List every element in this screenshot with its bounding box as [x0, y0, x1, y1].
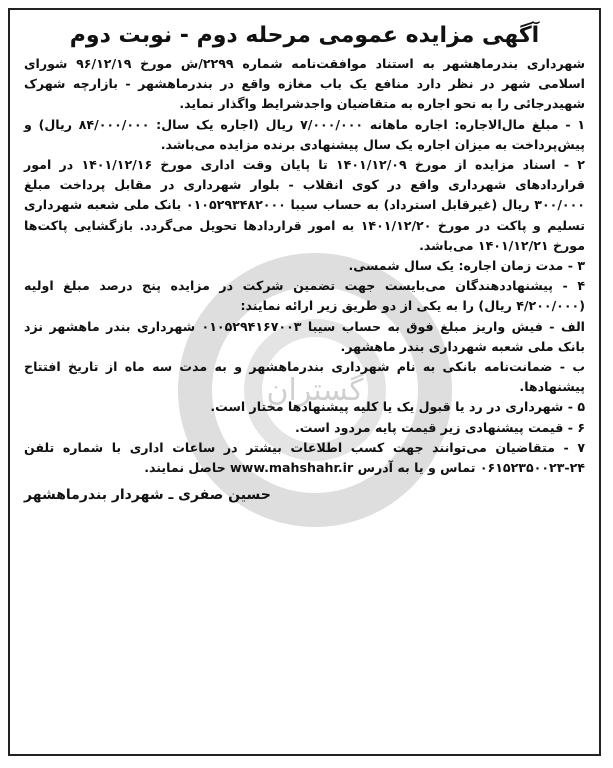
contact-tail: حاصل نمایند. [144, 460, 226, 476]
website-link[interactable]: www.mahshahr.ir [230, 460, 354, 476]
signature-block [24, 484, 585, 506]
notice-content [10, 10, 599, 506]
notice-frame [8, 8, 601, 756]
notice-item-7 [24, 438, 585, 478]
notice-item-4b: ب - ضمانت‌نامه بانکی به نام شهرداری بندرماهشهر و به مدت سه ماه از تاریخ افتتاح پیشنهادها. [24, 359, 585, 395]
notice-item-5: ۵ - شهرداری در رد یا قبول یک یا کلیه پیشنهادها مختار است. [210, 399, 585, 415]
notice-item-4: ۴ - پیشنهاددهندگان می‌بایست جهت تضمین شرکت در مزایده پنج درصد مبلغ اولیه (۴/۲۰۰/۰۰۰ ریال) را به یکی از دو طریق زیر ارائه نمایند: [24, 278, 585, 314]
notice-intro: شهرداری بندرماهشهر به استناد موافقت‌نامه شماره ۲۲۹۹/ش مورخ ۹۶/۱۲/۱۹ شورای اسلامی شهر در نظر دارد منافع یک باب مغازه واقع در بندرماهشهر - بازارچه شهرک شهیدرجائی را به نحو اجاره به متقاضیان واجدشرایط واگذار نماید. [24, 56, 585, 112]
notice-item-3: ۳ - مدت زمان اجاره: یک سال شمسی. [348, 258, 585, 274]
contact-text: ۷ - متقاضیان می‌توانند جهت کسب اطلاعات بیشتر در ساعات اداری با شماره تلفن ۲۴-۰۶۱۵۲۳۵۰۰۲۳ تماس و یا به آدرس [24, 439, 585, 476]
notice-item-4a: الف - فیش واریز مبلغ فوق به حساب سیبا ۰۱۰۵۲۹۴۱۶۷۰۰۳ شهرداری بندر ماهشهر نزد بانک ملی شعبه شهرداری بندر ماهشهر. [24, 318, 585, 354]
signature: حسین صفری ـ شهردار بندرماهشهر [24, 487, 271, 504]
notice-item-6: ۶ - قیمت پیشنهادی زیر قیمت پایه مردود است. [294, 419, 585, 435]
watermark-text: گستران [266, 373, 364, 408]
notice-title: آگهی مزایده عمومی مرحله دوم - نوبت دوم [69, 23, 540, 48]
notice-item-2: ۲ - اسناد مزایده از مورخ ۱۴۰۱/۱۲/۰۹ تا پایان وقت اداری مورخ ۱۴۰۱/۱۲/۱۶ در امور قراردادهای شهرداری واقع در کوی انقلاب - بلوار شهرداری در مقابل پرداخت مبلغ ۳۰۰/۰۰۰ ریال (غیرقابل استرداد) به حساب سیبا ۰۱۰۵۲۹۳۴۸۲۰۰۰ بانک ملی شعبه شهرداری تسلیم و پاکت در مورخ ۱۴۰۱/۱۲/۲۰ به امور قراردادها تحویل می‌گردد. بازگشایی پاکت‌ها مورخ ۱۴۰۱/۱۲/۲۱ می‌باشد. [24, 157, 585, 253]
notice-item-1: ۱ - مبلغ مال‌الاجاره: اجاره ماهانه ۷/۰۰۰/۰۰۰ ریال (اجاره یک سال: ۸۴/۰۰۰/۰۰۰ ریال) و پیش‌پرداخت به میزان اجاره یک سال پیشنهادی برنده مزایده می‌باشد. [24, 116, 585, 152]
